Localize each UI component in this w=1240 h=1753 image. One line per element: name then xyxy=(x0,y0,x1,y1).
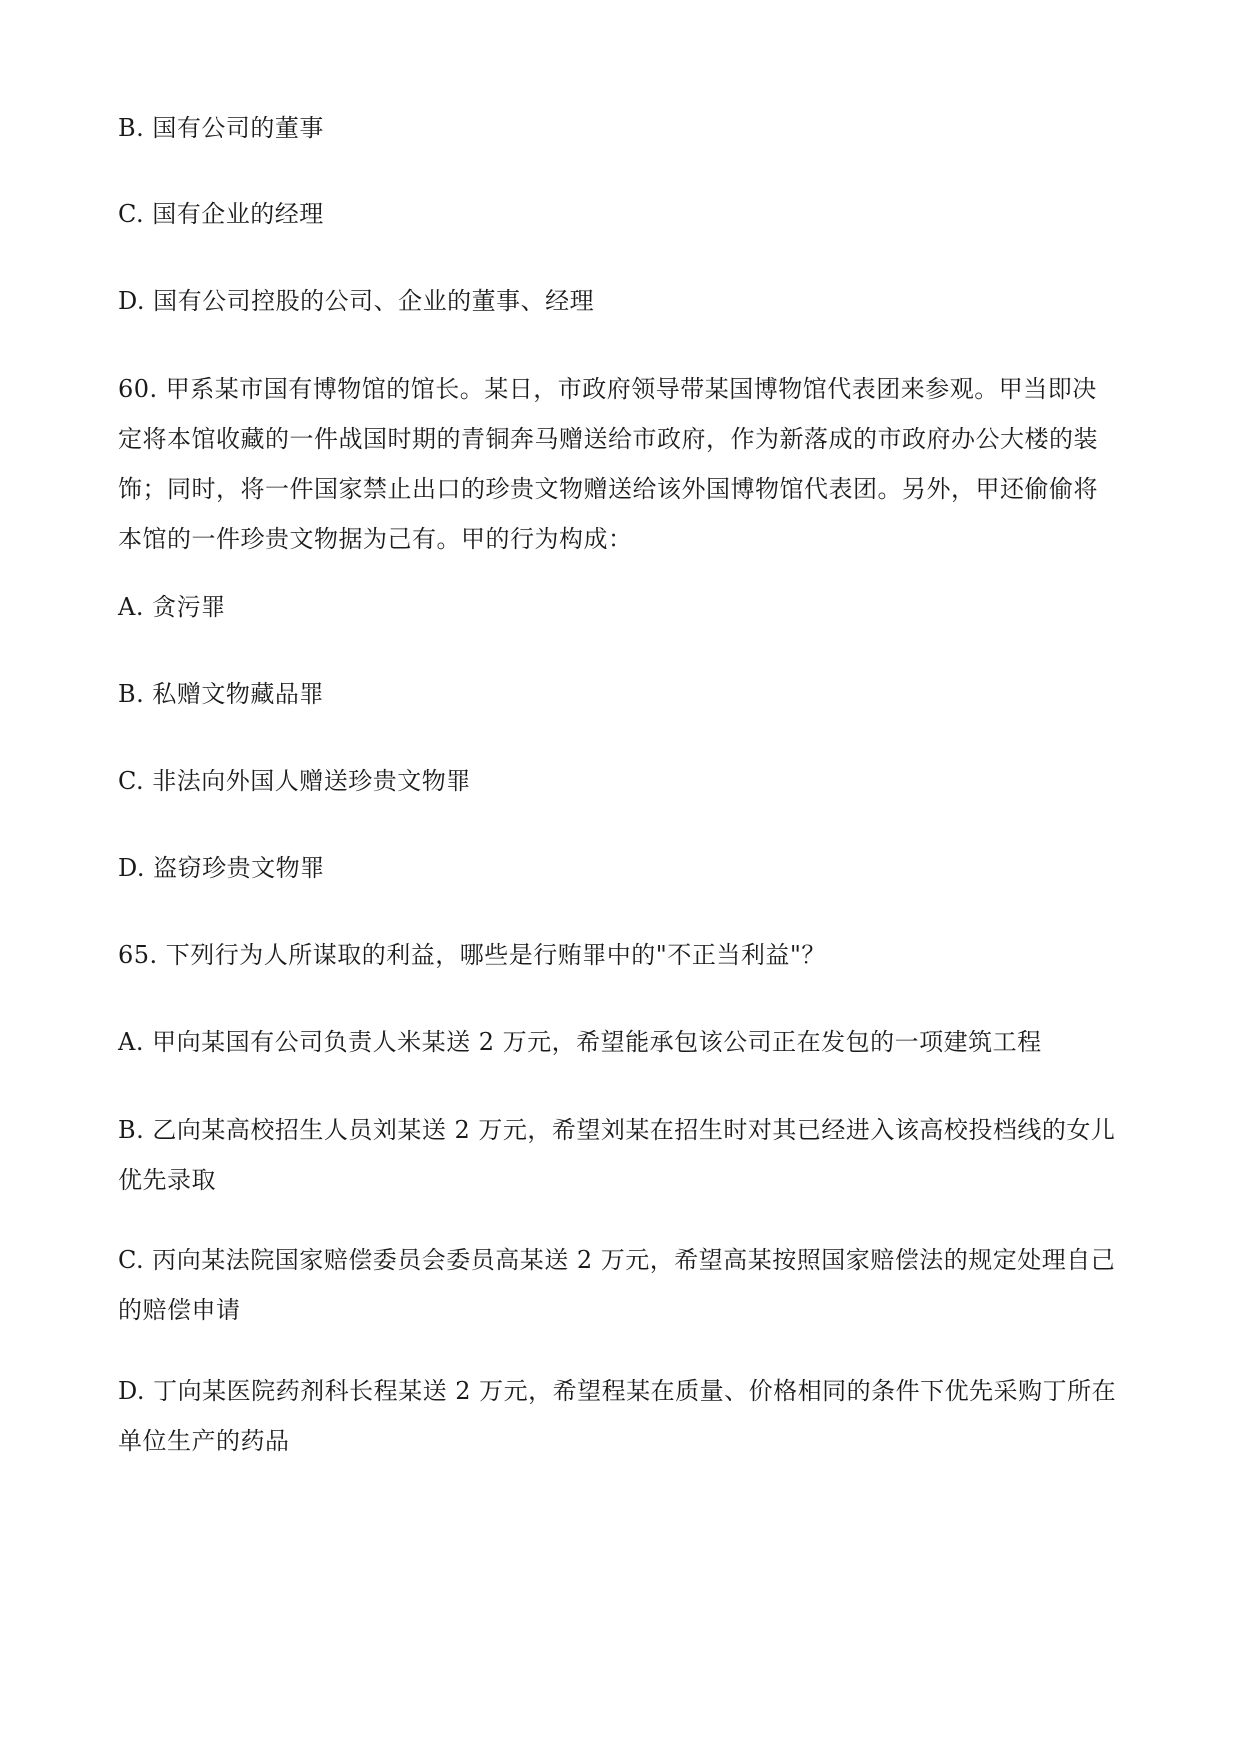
q60-option-c: C. 非法向外国人赠送珍贵文物罪 xyxy=(118,767,471,795)
q59-option-c: C. 国有企业的经理 xyxy=(118,200,324,228)
q60-stem-line: 定将本馆收藏的一件战国时期的青铜奔马赠送给市政府，作为新落成的市政府办公大楼的装 xyxy=(118,425,1098,453)
q65-option-b-line: B. 乙向某高校招生人员刘某送 2 万元，希望刘某在招生时对其已经进入该高校投档线的女儿 xyxy=(118,1116,1116,1144)
q65-option-c-line: C. 丙向某法院国家赔偿委员会委员高某送 2 万元，希望高某按照国家赔偿法的规定处理自己 xyxy=(118,1246,1116,1274)
q65-option-b-line: 优先录取 xyxy=(118,1166,216,1194)
q60-option-a: A. 贪污罪 xyxy=(118,593,226,621)
q65-stem: 65. 下列行为人所谋取的利益，哪些是行贿罪中的"不正当利益"？ xyxy=(118,941,826,969)
q59-option-d: D. 国有公司控股的公司、企业的董事、经理 xyxy=(118,287,595,315)
q65-option-d-line: 单位生产的药品 xyxy=(118,1427,290,1455)
q60-stem-line: 60. 甲系某市国有博物馆的馆长。某日，市政府领导带某国博物馆代表团来参观。甲当即决 xyxy=(118,375,1097,403)
q60-stem-line: 饰；同时，将一件国家禁止出口的珍贵文物赠送给该外国博物馆代表团。另外，甲还偷偷将 xyxy=(118,475,1098,503)
q65-option-d xyxy=(118,1366,1130,1466)
q65-option-a: A. 甲向某国有公司负责人米某送 2 万元，希望能承包该公司正在发包的一项建筑工程 xyxy=(118,1028,1042,1056)
q59-option-b: B. 国有公司的董事 xyxy=(118,114,324,142)
q60-option-b: B. 私赠文物藏品罪 xyxy=(118,680,324,708)
q60-stem xyxy=(118,364,1130,564)
q65-option-b xyxy=(118,1105,1130,1205)
q65-option-c-line: 的赔偿申请 xyxy=(118,1296,241,1324)
q65-option-d-line: D. 丁向某医院药剂科长程某送 2 万元，希望程某在质量、价格相同的条件下优先采购丁所在 xyxy=(118,1377,1117,1405)
q65-option-c xyxy=(118,1235,1130,1335)
q60-stem-line: 本馆的一件珍贵文物据为己有。甲的行为构成： xyxy=(118,525,633,553)
q60-option-d: D. 盗窃珍贵文物罪 xyxy=(118,854,325,882)
